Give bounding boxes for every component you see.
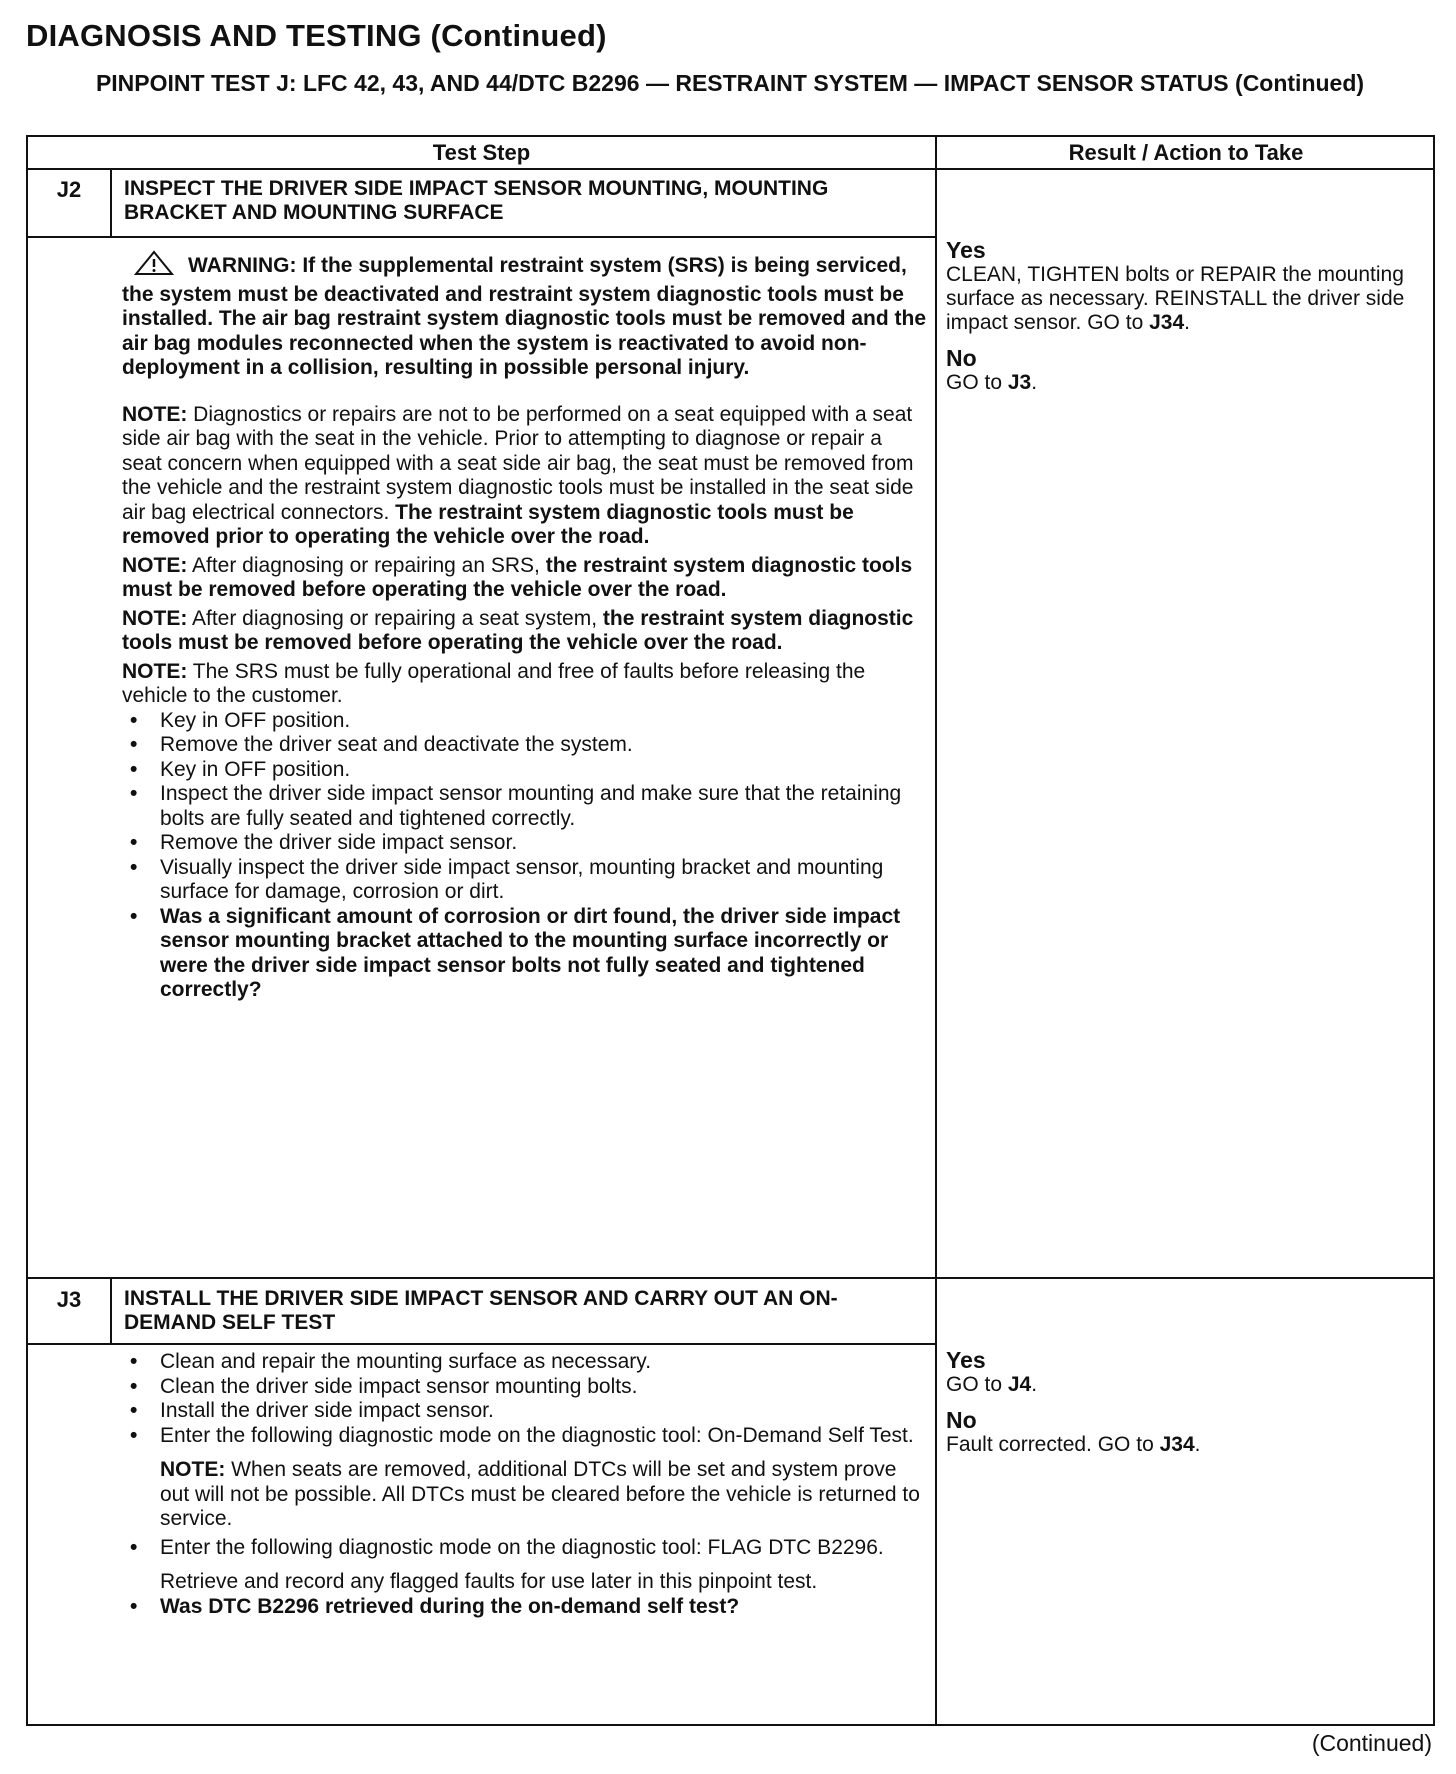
- list-item: • Remove the driver side impact sensor.: [122, 831, 927, 856]
- list-item: • Clean the driver side impact sensor mounting bolts.: [122, 1375, 927, 1400]
- list-item: • Remove the driver seat and deactivate the system.: [122, 733, 927, 758]
- continued-footer: (Continued): [1311, 1730, 1432, 1756]
- header-result-action: Result / Action to Take: [1068, 140, 1304, 165]
- note-2: NOTE: After diagnosing or repairing an SRS, the restraint system diagnostic tools must be removed before operating the vehicle over the road.: [122, 553, 913, 601]
- step-bullet-list-j3: [122, 1350, 927, 1448]
- warning-block: WARNING: If the supplemental restraint system (SRS) is being serviced, the system must be deactivated and restraint system diagnostic tools must be installed. The air bag restraint system diagnostic tools must be removed and the air bag modules reconnected when the system is reactivated to avoid non-deployment in a collision, resulting in possible personal injury.: [122, 250, 927, 381]
- step-number-j2: J2: [56, 177, 82, 202]
- note-1: NOTE: Diagnostics or repairs are not to be performed on a seat equipped with a seat side air bag with the seat in the vehicle. Prior to attempting to diagnose or repair a seat concern when equipped with a seat side air bag, the seat must be removed from the vehicle and the restraint system diagnostic tools must be installed in the seat side air bag electrical connectors. The restraint system diagnostic tools must be removed prior to operating the vehicle over the road.: [122, 402, 914, 548]
- note-4: NOTE: The SRS must be fully operational and free of faults before releasing the vehicle to the customer.: [122, 659, 866, 707]
- no-label: No: [946, 345, 977, 371]
- list-item: • Clean and repair the mounting surface as necessary.: [122, 1350, 927, 1375]
- result-j2: [946, 237, 1426, 405]
- list-item: • Key in OFF position.: [122, 709, 927, 734]
- question-item: • Was a significant amount of corrosion or dirt found, the driver side impact sensor mounting bracket attached to the mounting surface incorrectly or were the driver side impact sensor bolts not fully seated and tightened correctly?: [122, 905, 927, 1003]
- yes-action: GO to J4.: [946, 1373, 1038, 1396]
- yes-action: CLEAN, TIGHTEN bolts or REPAIR the mounting surface as necessary. REINSTALL the driver side impact sensor. GO to J34.: [946, 263, 1405, 334]
- list-item: • Inspect the driver side impact sensor mounting and make sure that the retaining bolts are fully seated and tightened correctly.: [122, 782, 927, 831]
- question-item: • Was DTC B2296 retrieved during the on-demand self test?: [122, 1595, 927, 1620]
- pinpoint-test-table: [26, 135, 1435, 1726]
- header-test-step: Test Step: [432, 140, 531, 165]
- page-title: DIAGNOSIS AND TESTING (Continued): [26, 18, 607, 53]
- list-item: • Install the driver side impact sensor.: [122, 1399, 927, 1424]
- note-j3: NOTE: When seats are removed, additional DTCs will be set and system prove out will not be possible. All DTCs must be cleared before the vehicle is returned to service.: [160, 1458, 920, 1530]
- step-bullet-list-j2: [122, 709, 927, 1003]
- list-item: • Enter the following diagnostic mode on the diagnostic tool: FLAG DTC B2296.: [122, 1536, 927, 1561]
- yes-label: Yes: [946, 237, 986, 263]
- list-item: • Key in OFF position.: [122, 758, 927, 783]
- result-j3: [946, 1347, 1426, 1467]
- step-number-j3: J3: [56, 1287, 82, 1312]
- retrieve-text: Retrieve and record any flagged faults for use later in this pinpoint test.: [160, 1570, 818, 1593]
- no-action: GO to J3.: [946, 371, 1038, 394]
- list-item: • Enter the following diagnostic mode on the diagnostic tool: On-Demand Self Test.: [122, 1424, 927, 1449]
- list-item: • Visually inspect the driver side impact sensor, mounting bracket and mounting surface for damage, corrosion or dirt.: [122, 856, 927, 905]
- step-title-j2: INSPECT THE DRIVER SIDE IMPACT SENSOR MOUNTING, MOUNTING BRACKET AND MOUNTING SURFACE: [124, 177, 829, 224]
- warning-triangle-icon: [134, 250, 174, 283]
- step-body-j2: [122, 250, 927, 1003]
- step-body-j3: [122, 1350, 927, 1619]
- note-3: NOTE: After diagnosing or repairing a seat system, the restraint system diagnostic tools must be removed before operating the vehicle over the road.: [122, 606, 914, 654]
- step-title-j3: INSTALL THE DRIVER SIDE IMPACT SENSOR AND CARRY OUT AN ON-DEMAND SELF TEST: [124, 1287, 838, 1334]
- pinpoint-test-title: PINPOINT TEST J: LFC 42, 43, AND 44/DTC B2296 — RESTRAINT SYSTEM — IMPACT SENSOR STATUS (Continued): [95, 70, 1365, 96]
- yes-label: Yes: [946, 1347, 986, 1373]
- no-action: Fault corrected. GO to J34.: [946, 1433, 1201, 1456]
- no-label: No: [946, 1407, 977, 1433]
